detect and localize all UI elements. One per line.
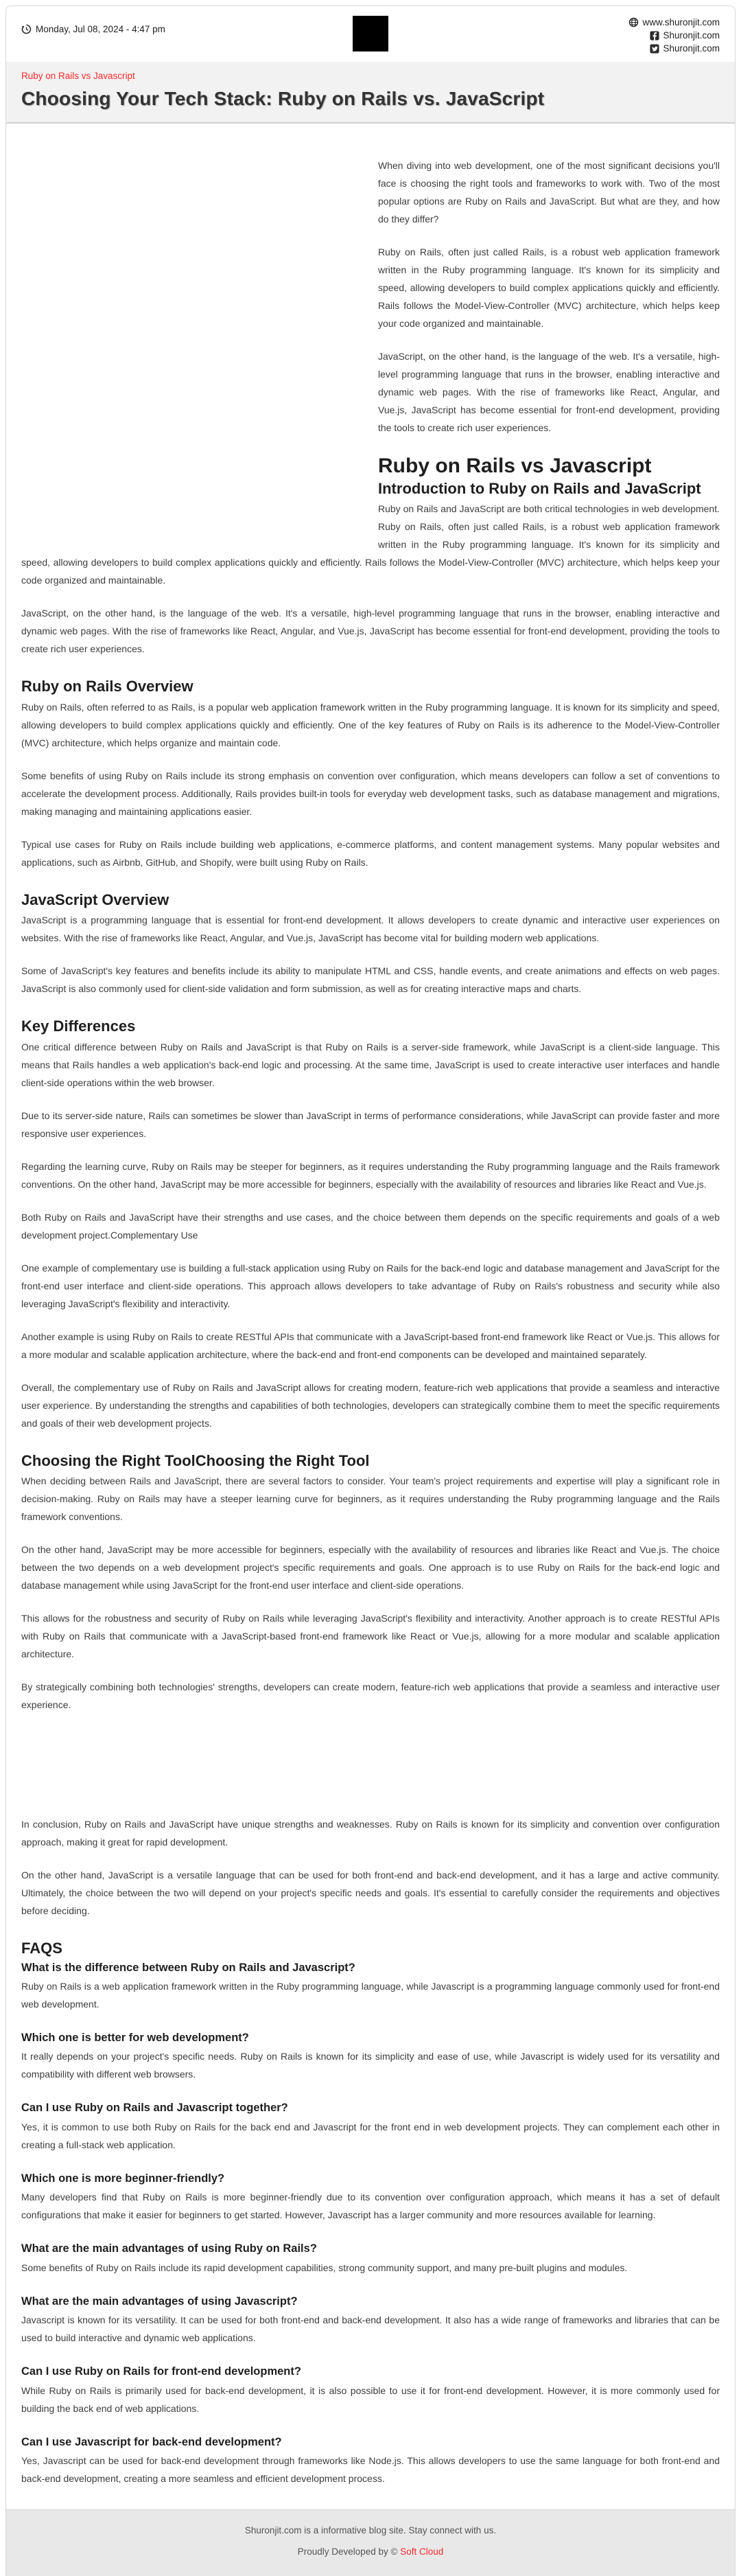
site-logo[interactable] xyxy=(353,16,388,51)
article-image-placeholder xyxy=(21,141,371,534)
paragraph: Ruby on Rails, often just called Rails, is a robust web application framework written in the Ruby programming language. It's known for its simplicity and speed, allowing developers to build complex applications quickly and efficiently. Rails follows the Model-View-Controller (MVC) architecture, which helps keep your code organized and maintainable. xyxy=(378,246,720,329)
section-heading: Key Differences xyxy=(21,1017,136,1035)
paragraph: Some of JavaScript's key features and benefits include its ability to manipulate HTML and CSS, handle events, and create animations and effects on web pages. JavaScript is also commonly used for client-side validation and form submission, as well as for creating interactive maps and charts. xyxy=(21,965,720,995)
website-link-label: www.shuronjit.com xyxy=(642,17,720,27)
section-heading: Ruby on Rails Overview xyxy=(21,678,193,695)
faq-question: Which one is better for web development? xyxy=(21,2032,249,2045)
paragraph: When deciding between Rails and JavaScript, there are several factors to consider. Your team's project requirements and expertise will play a significant role in decision-making. Ruby on Rails may have a steeper learning curve for beginners, as it requires understanding the Ruby programming language and the Rails framework conventions. xyxy=(21,1475,720,1523)
article-body xyxy=(6,124,735,2509)
twitter-link-label: Shuronjit.com xyxy=(663,43,720,54)
header-contact-links xyxy=(388,16,720,55)
section-heading: JavaScript Overview xyxy=(21,890,169,908)
faq-question: Which one is more beginner-friendly? xyxy=(21,2172,225,2185)
paragraph: Some benefits of Ruby on Rails include its rapid development capabilities, strong community support, and many pre-built plugins and modules. xyxy=(21,2262,628,2273)
footer-credit-prefix: Proudly Developed by © xyxy=(297,2546,401,2557)
paragraph: Ruby on Rails, often referred to as Rails, is a popular web application framework written in the Ruby programming language. It is known for its simplicity and speed, allowing developers to build complex applications quickly and efficiently. One of the key features of Ruby on Rails is its adherence to the Model-View-Controller (MVC) architecture, which helps organize and maintain code. xyxy=(21,701,720,748)
paragraph: Javascript is known for its versatility. It can be used for both front-end and back-end development. It also has a wide range of frameworks and libraries that can be used to build interactive and dynamic web applications. xyxy=(21,2314,720,2344)
paragraph: On the other hand, JavaScript may be more accessible for beginners, especially with the availability of resources and libraries like React and Vue.js. The choice between the two depends on a web development project's specific requirements and goals. One approach is to use Ruby on Rails for the back-end logic and database management while using JavaScript for the front-end user interface and client-side operations. xyxy=(21,1544,720,1591)
twitter-link[interactable] xyxy=(650,42,720,55)
paragraph: Ruby on Rails is a web application framework written in the Ruby programming language, while Javascript is a programming language commonly used for front-end web development. xyxy=(21,1981,720,2010)
paragraph: This allows for the robustness and security of Ruby on Rails while leveraging JavaScript's flexibility and interactivity. Another approach is to create RESTful APIs with Ruby on Rails that communicate with a JavaScript-based front-end framework like React or Vue.js, allowing for a more modular and scalable application architecture. xyxy=(21,1613,720,1660)
paragraph: Overall, the complementary use of Ruby on Rails and JavaScript allows for creating modern, feature-rich web applications that provide a seamless and interactive user experience. By understanding the strengths and capabilities of both technologies, developers can strategically combine them to meet the specific requirements and goals of their web development projects. xyxy=(21,1381,720,1429)
post-date xyxy=(21,16,353,34)
paragraph: JavaScript, on the other hand, is the language of the web. It's a versatile, high-level programming language that runs in the browser, enabling interactive and dynamic web pages. With the rise of frameworks like React, Angular, and Vue.js, JavaScript has become essential for front-end development, providing the tools to create rich user experiences. xyxy=(378,351,720,433)
paragraph: Ruby on Rails and JavaScript are both critical technologies in web development. Ruby on Rails, often just called Rails, is a robust web application framework written in the Ruby programming language. It's known for its simplicity and speed, allowing developers to build complex applications quickly and efficiently. Rails follows the Model-View-Controller (MVC) architecture, which helps keep your code organized and maintainable. xyxy=(21,503,720,586)
section-heading: Introduction to Ruby on Rails and JavaScript xyxy=(378,479,701,497)
faq-question: What are the main advantages of using Javascript? xyxy=(21,2295,298,2308)
faq-question: Can I use Ruby on Rails for front-end development? xyxy=(21,2365,301,2378)
paragraph: Another example is using Ruby on Rails to create RESTful APIs that communicate with a JavaScript-based front-end framework like React or Vue.js. This allows for a more modular and scalable application architecture, where the back-end and front-end components can be developed and maintained separately. xyxy=(21,1331,720,1360)
article-title: Ruby on Rails vs Javascript xyxy=(378,455,652,477)
site-header xyxy=(6,6,735,62)
paragraph: Regarding the learning curve, Ruby on Rails may be steeper for beginners, as it requires understanding the Ruby programming language and the Rails framework conventions. On the other hand, JavaScript may be more accessible for beginners, especially with the availability of resources and libraries like React and Vue.js. xyxy=(21,1160,720,1190)
faq-question: Can I use Ruby on Rails and Javascript together? xyxy=(21,2102,288,2115)
footer-credit xyxy=(13,2546,728,2557)
paragraph: By strategically combining both technologies' strengths, developers can create modern, feature-rich web applications that provide a seamless and interactive user experience. xyxy=(21,1681,720,1711)
content-spacer xyxy=(21,1729,720,1800)
paragraph: One example of complementary use is building a full-stack application using Ruby on Rails for the back-end logic and database management and JavaScript for the front-end user interface and client-side operations. This approach allows developers to take advantage of Ruby on Rails's robustness and security while also leveraging JavaScript's flexibility and interactivity. xyxy=(21,1262,720,1309)
footer-tagline: Shuronjit.com is a informative blog site. Stay connect with us. xyxy=(244,2525,497,2536)
paragraph: On the other hand, JavaScript is a versatile language that can be used for both front-end and back-end development, and it has a large and active community. Ultimately, the choice between the two will depend on your project's specific needs and goals. It's essential to carefully consider the requirements and objectives before deciding. xyxy=(21,1870,720,1917)
section-heading: FAQS xyxy=(21,1940,62,1957)
facebook-icon xyxy=(650,31,659,41)
paragraph: In conclusion, Ruby on Rails and JavaScript have unique strengths and weaknesses. Ruby on Rails is known for its simplicity and convention over configuration approach, making it great for rapid development. xyxy=(21,1819,720,1848)
post-date-label: Monday, Jul 08, 2024 - 4:47 pm xyxy=(36,24,165,34)
paragraph: Both Ruby on Rails and JavaScript have their strengths and use cases, and the choice between them depends on the specific requirements and goals of a web development project.Complementary Use xyxy=(21,1211,720,1241)
facebook-link-label: Shuronjit.com xyxy=(663,30,720,41)
paragraph: JavaScript, on the other hand, is the language of the web. It's a versatile, high-level programming language that runs in the browser, enabling interactive and dynamic web pages. With the rise of frameworks like React, Angular, and Vue.js, JavaScript has become essential for front-end development, providing the tools to create rich user experiences. xyxy=(21,608,720,655)
twitter-icon xyxy=(650,44,659,54)
paragraph: Some benefits of using Ruby on Rails include its strong emphasis on convention over configuration, which means developers can follow a set of conventions to accelerate the development process. Additionally, Rails provides built-in tools for everyday web development tasks, such as database management and migrations, making managing and maintaining applications easier. xyxy=(21,770,720,817)
paragraph: Many developers find that Ruby on Rails is more beginner-friendly due to its convention over configuration approach, which means it has a set of default configurations that make it easier for beginners to get started. However, Javascript has a larger community and more resources available for learning. xyxy=(21,2192,720,2221)
paragraph: JavaScript is a programming language that is essential for front-end development. It allows developers to create dynamic and interactive user experiences on websites. With the rise of frameworks like React, Angular, and Vue.js, JavaScript has become vital for building modern web applications. xyxy=(21,915,720,944)
website-link[interactable] xyxy=(628,16,720,29)
paragraph: It really depends on your project's specific needs. Ruby on Rails is known for its simplicity and ease of use, while Javascript is widely used for its versatility and compatibility with different web browsers. xyxy=(21,2051,720,2080)
paragraph: Yes, it is common to use both Ruby on Rails for the back end and Javascript for the front end in web development projects. They can complement each other in creating a full-stack web application. xyxy=(21,2121,720,2150)
title-strip xyxy=(6,62,735,124)
section-heading: Choosing the Right ToolChoosing the Right Tool xyxy=(21,1451,370,1469)
site-footer xyxy=(6,2509,735,2576)
paragraph: Typical use cases for Ruby on Rails include building web applications, e-commerce platforms, and content management systems. Many popular websites and applications, such as Airbnb, GitHub, and Shopify, were built using Ruby on Rails. xyxy=(21,838,720,868)
facebook-link[interactable] xyxy=(650,29,720,42)
globe-icon xyxy=(628,17,639,27)
breadcrumb-category-link[interactable]: Ruby on Rails vs Javascript xyxy=(21,71,135,81)
paragraph: Yes, Javascript can be used for back-end development through frameworks like Node.js. This allows developers to use the same language for both front-end and back-end development, creating a more seamless and efficient development process. xyxy=(21,2455,720,2485)
faq-question: Can I use Javascript for back-end development? xyxy=(21,2435,282,2448)
paragraph: When diving into web development, one of the most significant decisions you'll face is choosing the right tools and frameworks to work with. Two of the most popular options are Ruby on Rails and JavaScript. But what are they, and how do they differ? xyxy=(378,160,720,225)
faq-question: What is the difference between Ruby on Rails and Javascript? xyxy=(21,1961,355,1974)
developer-link[interactable]: Soft Cloud xyxy=(400,2546,444,2557)
paragraph: Due to its server-side nature, Rails can sometimes be slower than JavaScript in terms of performance considerations, while JavaScript can provide faster and more responsive user experiences. xyxy=(21,1109,720,1139)
history-clock-icon xyxy=(21,24,32,34)
page-card xyxy=(5,5,736,2576)
paragraph: One critical difference between Ruby on Rails and JavaScript is that Ruby on Rails is a server-side framework, while JavaScript is a client-side language. This means that Rails handles a web application's back-end logic and processing. At the same time, JavaScript is used to create interactive user interfaces and handle client-side operations within the web browser. xyxy=(21,1041,720,1088)
faq-question: What are the main advantages of using Ruby on Rails? xyxy=(21,2242,317,2255)
page-title: Choosing Your Tech Stack: Ruby on Rails vs. JavaScript xyxy=(21,88,545,109)
paragraph: While Ruby on Rails is primarily used for back-end development, it is also possible to use it for front-end development. However, it is more commonly used for building the back end of web applications. xyxy=(21,2384,720,2414)
